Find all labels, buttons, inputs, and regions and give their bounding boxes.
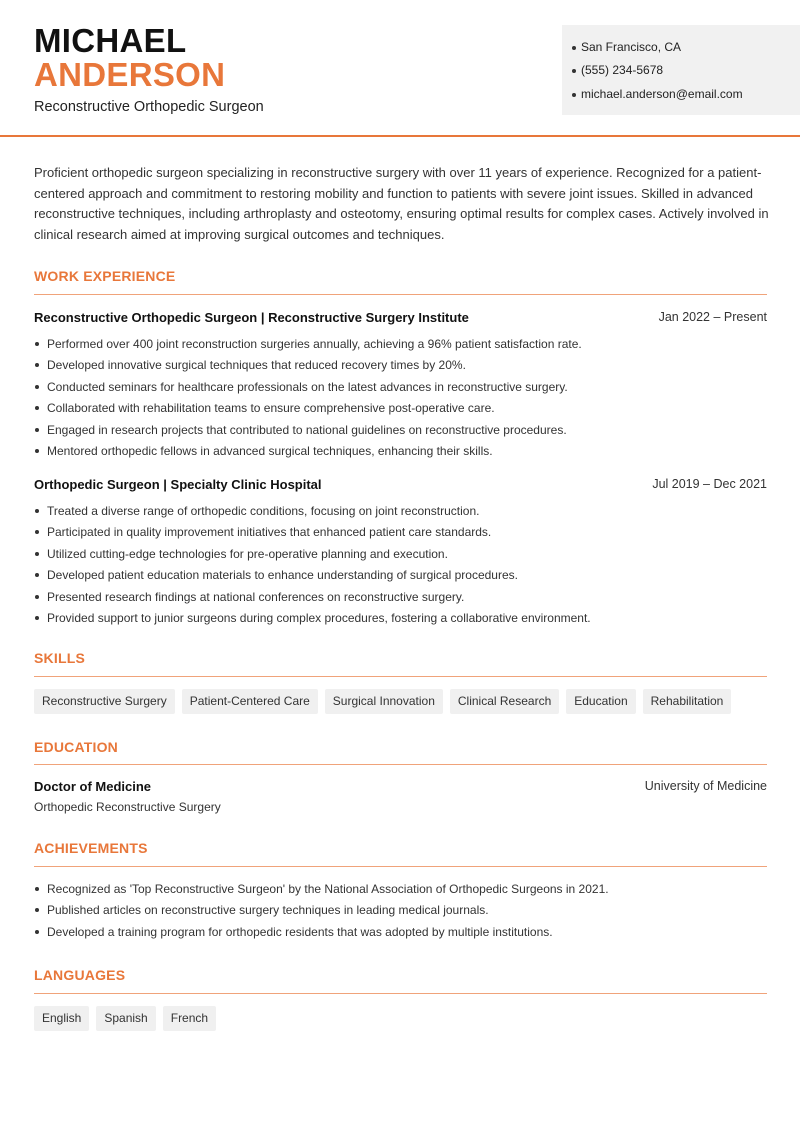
language-chip: Spanish [96, 1006, 155, 1031]
job-heading: Reconstructive Orthopedic Surgeon | Reconstructive Surgery Institute [34, 310, 469, 325]
skills-list [34, 689, 731, 714]
skills-heading: SKILLS [34, 650, 85, 666]
last-name: ANDERSON [34, 56, 226, 93]
job-bullets [34, 336, 774, 464]
skill-chip: Education [566, 689, 635, 714]
job-heading: Orthopedic Surgeon | Specialty Clinic Hospital [34, 477, 322, 492]
contact-box [562, 25, 800, 115]
skill-chip: Rehabilitation [643, 689, 732, 714]
contact-location: San Francisco, CA [581, 40, 682, 54]
education-heading: EDUCATION [34, 739, 118, 755]
list-item: Mentored orthopedic fellows in advanced surgical techniques, enhancing their skills. [34, 443, 774, 464]
language-chip: English [34, 1006, 89, 1031]
list-item: Provided support to junior surgeons during complex procedures, fostering a collaborative environment. [34, 610, 774, 631]
contact-phone: (555) 234-5678 [581, 63, 664, 77]
section-divider [34, 866, 767, 867]
languages-heading: LANGUAGES [34, 967, 126, 983]
job-bullets [34, 503, 774, 631]
section-divider [34, 294, 767, 295]
job-dates: Jul 2019 – Dec 2021 [652, 477, 767, 491]
skill-chip: Surgical Innovation [325, 689, 443, 714]
achievements-heading: ACHIEVEMENTS [34, 840, 148, 856]
section-divider [34, 993, 767, 994]
resume-header [0, 0, 800, 137]
job-title: Reconstructive Orthopedic Surgeon [34, 99, 264, 115]
professional-summary: Proficient orthopedic surgeon specializing in reconstructive surgery with over 11 years of experience. Recognized for a patient-centered approach and commitment to restoring mobility and function to patients with severe joint issues. Skilled in advanced reconstructive techniques, including arthroplasty and osteotomy, ensuring optimal results for complex cases. Actively involved in clinical research aimed at improving surgical outcomes and techniques. [34, 165, 769, 242]
skill-chip: Patient-Centered Care [182, 689, 318, 714]
achievements-list [34, 881, 774, 945]
list-item: Treated a diverse range of orthopedic conditions, focusing on joint reconstruction. [34, 503, 774, 524]
section-divider [34, 764, 767, 765]
job-dates: Jan 2022 – Present [658, 310, 767, 324]
list-item: Performed over 400 joint reconstruction surgeries annually, achieving a 96% patient satisfaction rate. [34, 336, 774, 357]
first-name: MICHAEL [34, 22, 187, 59]
list-item: Developed a training program for orthopedic residents that was adopted by multiple institutions. [34, 924, 774, 945]
section-divider [34, 676, 767, 677]
list-item: Recognized as 'Top Reconstructive Surgeon' by the National Association of Orthopedic Surgeons in 2021. [34, 881, 774, 902]
list-item: Utilized cutting-edge technologies for pre-operative planning and execution. [34, 546, 774, 567]
list-item: Collaborated with rehabilitation teams to ensure comprehensive post-operative care. [34, 400, 774, 421]
list-item: Engaged in research projects that contributed to national guidelines on reconstructive procedures. [34, 422, 774, 443]
list-item: Developed patient education materials to enhance understanding of surgical procedures. [34, 567, 774, 588]
work-experience-heading: WORK EXPERIENCE [34, 268, 176, 284]
list-item: Presented research findings at national conferences on reconstructive surgery. [34, 589, 774, 610]
list-item: Conducted seminars for healthcare professionals on the latest advances in reconstructive surgery. [34, 379, 774, 400]
list-item: Developed innovative surgical techniques that reduced recovery times by 20%. [34, 357, 774, 378]
skill-chip: Reconstructive Surgery [34, 689, 175, 714]
education-school: University of Medicine [644, 779, 767, 793]
language-chip: French [163, 1006, 216, 1031]
skill-chip: Clinical Research [450, 689, 559, 714]
list-item: Published articles on reconstructive surgery techniques in leading medical journals. [34, 902, 774, 923]
list-item: Participated in quality improvement initiatives that enhanced patient care standards. [34, 524, 774, 545]
languages-list [34, 1006, 216, 1031]
education-degree: Doctor of Medicine [34, 779, 152, 794]
contact-email[interactable]: michael.anderson@email.com [581, 87, 743, 101]
education-field: Orthopedic Reconstructive Surgery [34, 800, 221, 814]
